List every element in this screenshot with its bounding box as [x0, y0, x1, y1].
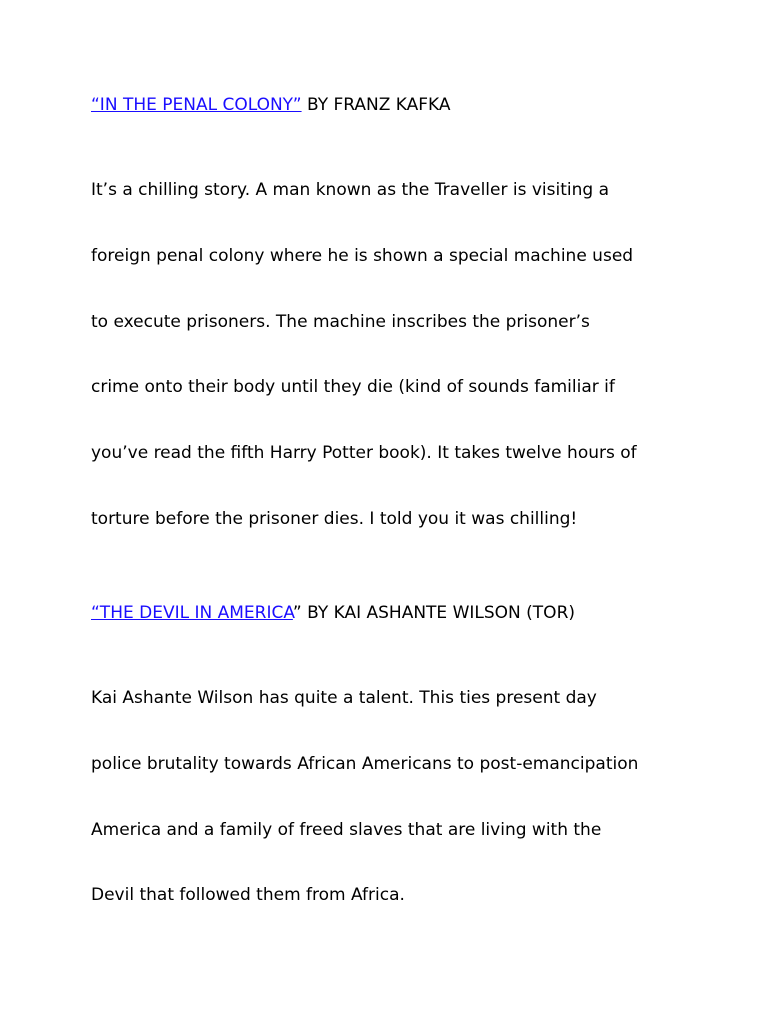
- section-1-line-5: you’ve read the fifth Harry Potter book). It takes twelve hours of: [91, 443, 637, 463]
- section-1-heading: [91, 95, 451, 115]
- section-1-line-6: torture before the prisoner dies. I told you it was chilling!: [91, 509, 578, 529]
- section-1-author: BY FRANZ KAFKA: [301, 95, 451, 115]
- section-2-line-1: Kai Ashante Wilson has quite a talent. This ties present day: [91, 688, 597, 708]
- section-2-heading: [91, 603, 575, 623]
- section-2-author: ” BY KAI ASHANTE WILSON (TOR): [292, 603, 576, 623]
- section-2-title-link[interactable]: “THE DEVIL IN AMERICA: [91, 603, 293, 623]
- section-2-line-2: police brutality towards African Americans to post-emancipation: [91, 754, 639, 774]
- section-1-title-link[interactable]: “IN THE PENAL COLONY”: [91, 95, 302, 115]
- section-1-line-1: It’s a chilling story. A man known as the Traveller is visiting a: [91, 180, 610, 200]
- section-2-line-3: America and a family of freed slaves that are living with the: [91, 820, 602, 840]
- section-1-line-4: crime onto their body until they die (kind of sounds familiar if: [91, 377, 615, 397]
- section-1-line-2: foreign penal colony where he is shown a special machine used: [91, 246, 634, 266]
- section-2-line-4: Devil that followed them from Africa.: [91, 885, 405, 905]
- section-1-line-3: to execute prisoners. The machine inscribes the prisoner’s: [91, 312, 590, 332]
